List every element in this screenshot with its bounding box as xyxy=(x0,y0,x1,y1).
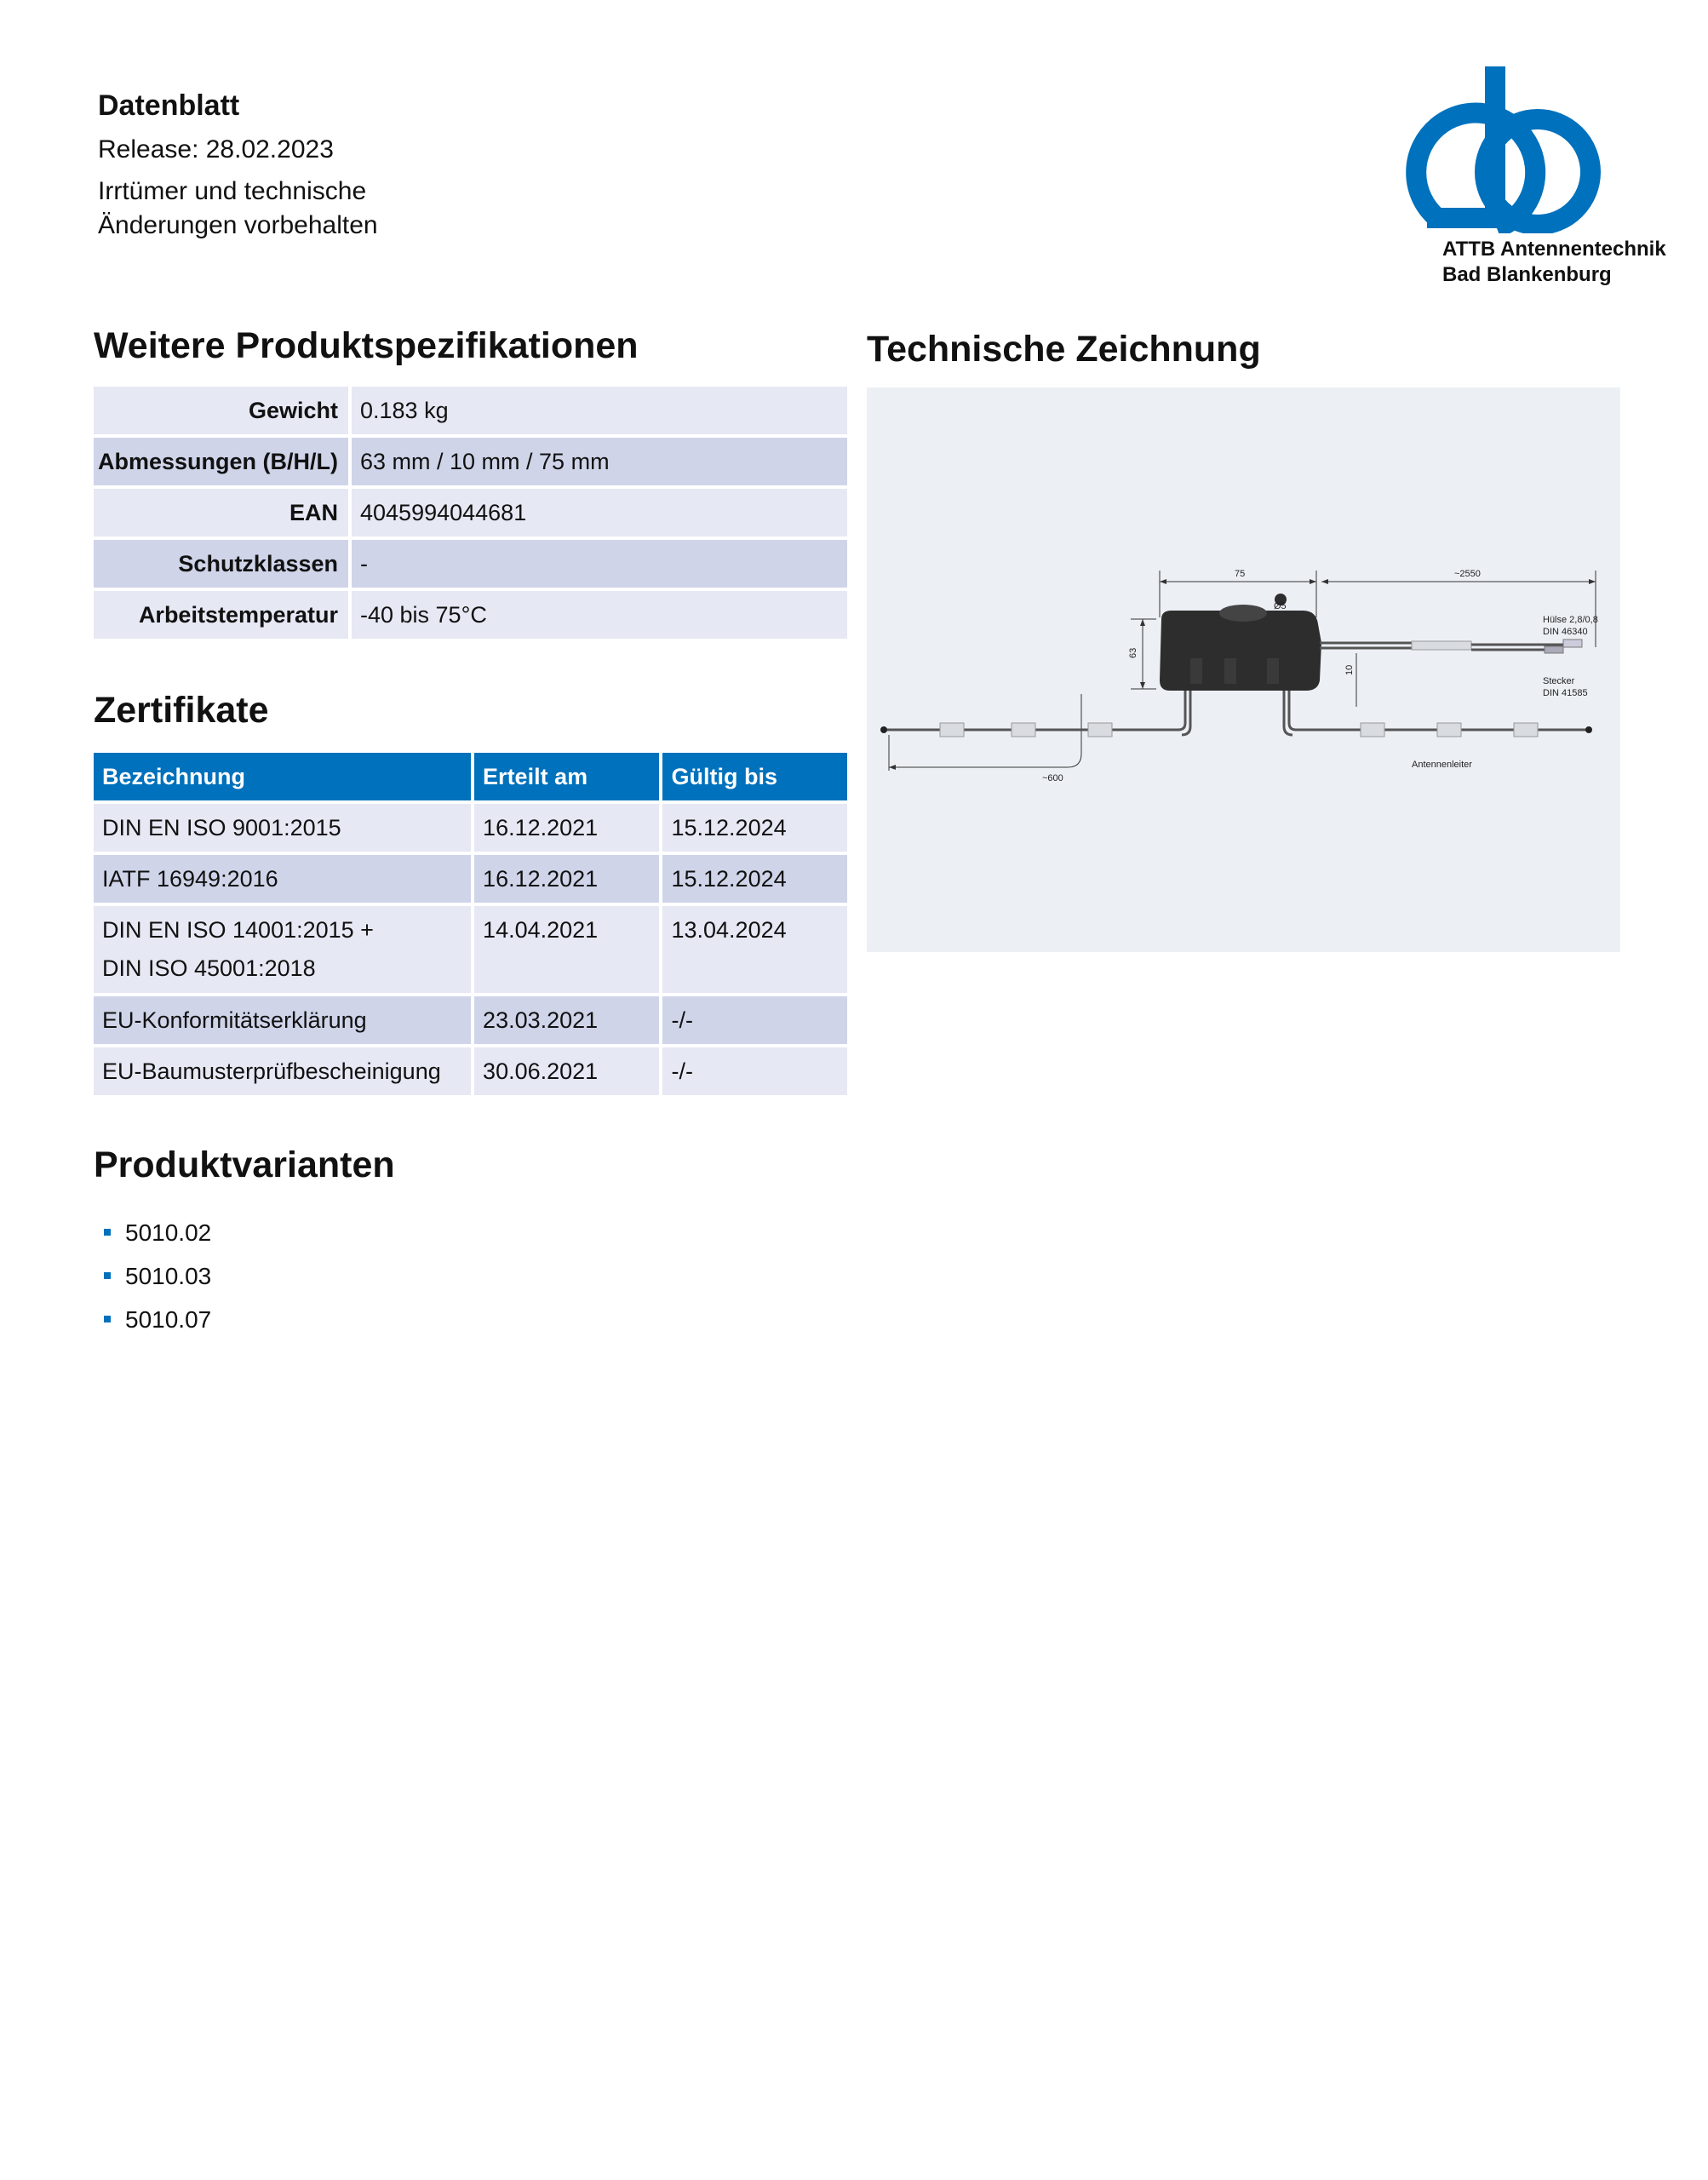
height-label: 63 xyxy=(1128,647,1138,658)
certificate-issued: 16.12.2021 xyxy=(474,804,659,852)
conductor-label: Antennenleiter xyxy=(1412,760,1472,770)
spec-value: 4045994044681 xyxy=(352,489,847,536)
table-row xyxy=(94,996,847,1044)
certificate-name: EU-Konformitätserklärung xyxy=(94,996,471,1044)
company-logo xyxy=(1371,66,1677,288)
socket-label-2: DIN 46340 xyxy=(1543,627,1588,637)
variants-list xyxy=(102,1211,211,1341)
certificate-name xyxy=(94,906,471,993)
width-label: 75 xyxy=(1235,569,1246,579)
company-name-line-2: Bad Blankenburg xyxy=(1442,263,1612,286)
certificate-valid: 15.12.2024 xyxy=(662,804,847,852)
spec-value: -40 bis 75°C xyxy=(352,591,847,639)
disclaimer-line-1: Irrtümer und technische xyxy=(98,177,367,205)
certificate-issued: 23.03.2021 xyxy=(474,996,659,1044)
certificate-valid: 15.12.2024 xyxy=(662,855,847,903)
specifications-table xyxy=(94,383,857,642)
certificate-valid: -/- xyxy=(662,996,847,1044)
disclaimer xyxy=(98,175,378,243)
certificate-name-line-1: DIN EN ISO 14001:2015 + xyxy=(102,917,374,943)
table-row xyxy=(94,1047,847,1095)
table-row xyxy=(94,804,847,852)
bullet-icon xyxy=(104,1272,111,1279)
length-label: ~2550 xyxy=(1454,569,1481,579)
list-item xyxy=(102,1211,211,1254)
plug-label-1: Stecker xyxy=(1543,676,1575,686)
variant-label: 5010.03 xyxy=(125,1263,212,1289)
lead-length-label: ~600 xyxy=(1042,773,1063,783)
list-item xyxy=(102,1254,211,1298)
variant-label: 5010.07 xyxy=(125,1306,212,1333)
drawing-canvas xyxy=(867,387,1620,952)
certificate-valid: 13.04.2024 xyxy=(662,906,847,993)
technical-drawing xyxy=(867,387,1620,952)
bullet-icon xyxy=(104,1229,111,1236)
disclaimer-line-2: Änderungen vorbehalten xyxy=(98,211,378,239)
variants-heading: Produktvarianten xyxy=(94,1144,395,1185)
list-item xyxy=(102,1298,211,1341)
spec-row xyxy=(94,540,847,588)
spec-label: Arbeitstemperatur xyxy=(94,591,348,639)
thickness-label: 10 xyxy=(1344,664,1355,675)
socket-label-1: Hülse 2,8/0,8 xyxy=(1543,615,1598,625)
certificates-heading: Zertifikate xyxy=(94,690,269,731)
certificate-name: IATF 16949:2016 xyxy=(94,855,471,903)
spec-value: - xyxy=(352,540,847,588)
spec-row xyxy=(94,591,847,639)
document-header xyxy=(98,85,378,243)
spec-value: 63 mm / 10 mm / 75 mm xyxy=(352,438,847,485)
spec-label: Gewicht xyxy=(94,387,348,434)
spec-label: Schutzklassen xyxy=(94,540,348,588)
hole-label: Ø5 xyxy=(1274,601,1287,611)
spec-label: Abmessungen (B/H/L) xyxy=(94,438,348,485)
column-header-issued: Erteilt am xyxy=(474,753,659,800)
bullet-icon xyxy=(104,1316,111,1322)
certificate-name: EU-Baumusterprüfbescheinigung xyxy=(94,1047,471,1095)
certificate-name: DIN EN ISO 9001:2015 xyxy=(94,804,471,852)
column-header-name: Bezeichnung xyxy=(94,753,471,800)
table-header-row xyxy=(94,753,847,800)
company-name-line-1: ATTB Antennentechnik xyxy=(1442,238,1666,261)
module-housing xyxy=(1160,611,1321,691)
certificate-issued: 30.06.2021 xyxy=(474,1047,659,1095)
spec-row xyxy=(94,438,847,485)
document-title: Datenblatt xyxy=(98,89,240,122)
spec-row xyxy=(94,489,847,536)
specifications-heading: Weitere Produktspezifikationen xyxy=(94,325,639,366)
company-name xyxy=(1442,237,1677,288)
release-date: Release: 28.02.2023 xyxy=(98,135,334,164)
spec-label: EAN xyxy=(94,489,348,536)
column-header-valid: Gültig bis xyxy=(662,753,847,800)
spec-value: 0.183 kg xyxy=(352,387,847,434)
certificate-name-line-2: DIN ISO 45001:2018 xyxy=(102,955,316,981)
certificates-table xyxy=(94,749,857,1099)
variant-label: 5010.02 xyxy=(125,1219,212,1246)
certificate-valid: -/- xyxy=(662,1047,847,1095)
drawing-heading: Technische Zeichnung xyxy=(867,329,1261,370)
table-row xyxy=(94,906,847,993)
certificate-issued: 14.04.2021 xyxy=(474,906,659,993)
table-row xyxy=(94,855,847,903)
attb-logo-mark xyxy=(1371,66,1626,233)
plug-label-2: DIN 41585 xyxy=(1543,688,1588,698)
certificate-issued: 16.12.2021 xyxy=(474,855,659,903)
spec-row xyxy=(94,387,847,434)
